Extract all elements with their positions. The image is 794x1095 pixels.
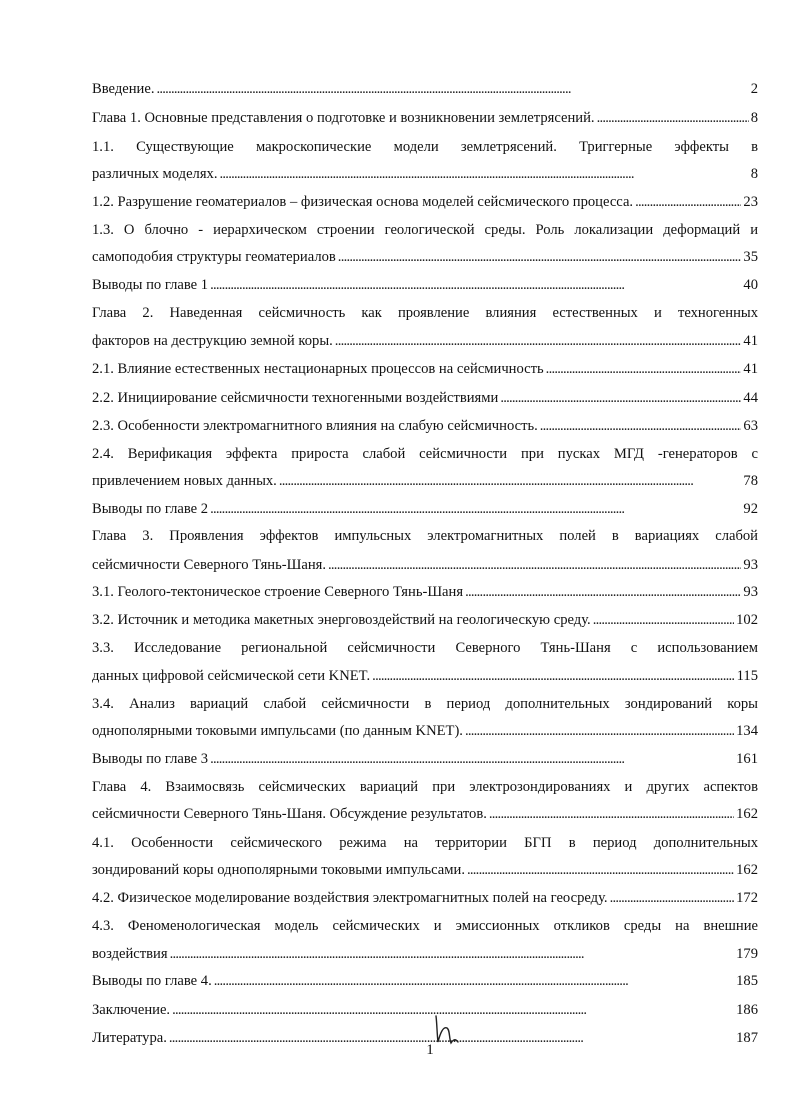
toc-leader-dots: [372, 664, 734, 688]
toc-entry[interactable]: [92, 273, 758, 297]
toc-entry-page: 23: [743, 194, 758, 210]
toc-entry-page: 172: [736, 890, 758, 906]
toc-entry-title: 1.2. Разрушение геоматериалов – физическая основа моделей сейсмического процесса.: [92, 194, 634, 210]
toc-entry-title: 4.2. Физическое моделирование воздействия электромагнитных полей на геосреду.: [92, 890, 608, 906]
toc-entry-page: 41: [743, 333, 758, 349]
toc-entry[interactable]: [92, 497, 758, 521]
toc-entry-page: 78: [743, 473, 758, 489]
toc-entry-title: 2.2. Инициирование сейсмичности техногенными воздействиями: [92, 390, 499, 406]
toc-entry[interactable]: [92, 190, 758, 214]
toc-entry-page: 44: [743, 390, 758, 406]
toc-leader-dots: [467, 858, 734, 882]
toc-entry-title: Заключение.: [92, 1002, 171, 1018]
toc-entry-line1[interactable]: Глава 2. Наведенная сейсмичность как проявление влияния естественных и техногенных: [92, 305, 758, 321]
toc-entry-page: 102: [736, 612, 758, 628]
toc-entry[interactable]: [92, 580, 758, 604]
toc-entry[interactable]: [92, 469, 758, 493]
toc-leader-dots: [214, 969, 734, 993]
toc-entry-page: 63: [743, 418, 758, 434]
toc-leader-dots: [597, 106, 749, 130]
toc-entry-page: 92: [743, 501, 758, 517]
toc-leader-dots: [338, 245, 742, 269]
toc-entry-line1[interactable]: 1.1. Существующие макроскопические модели землетрясений. Триггерные эффекты в: [92, 139, 758, 155]
toc-entry-title: Глава 1. Основные представления о подготовке и возникновении землетрясений.: [92, 110, 595, 126]
toc-entry-title: сейсмичности Северного Тянь-Шаня. Обсуждение результатов.: [92, 806, 487, 822]
toc-entry-title: однополярными токовыми импульсами (по данным KNET).: [92, 723, 463, 739]
toc-entry-page: 8: [750, 110, 758, 126]
toc-entry-page: 35: [743, 249, 758, 265]
toc-leader-dots: [170, 942, 735, 966]
toc-entry-title: Выводы по главе 2: [92, 501, 209, 517]
toc-entry[interactable]: [92, 969, 758, 993]
toc-entry-title: самоподобия структуры геоматериалов: [92, 249, 336, 265]
toc-entry[interactable]: [92, 858, 758, 882]
toc-entry[interactable]: [92, 106, 758, 130]
page-number: 1: [426, 1042, 434, 1058]
toc-entry-line1[interactable]: 2.4. Верификация эффекта прироста слабой сейсмичности при пусках МГД -генераторов с: [92, 446, 758, 462]
toc-entry-title: зондирований коры однополярными токовыми импульсами.: [92, 862, 465, 878]
toc-entry-title: Введение.: [92, 81, 155, 97]
toc-leader-dots: [210, 747, 734, 771]
toc-entry-page: 179: [736, 946, 758, 962]
toc-entry-line1[interactable]: 4.3. Феноменологическая модель сейсмических и эмиссионных откликов среды на внешние: [92, 918, 758, 934]
toc-entry[interactable]: [92, 414, 758, 438]
toc-entry-page: 186: [736, 1002, 758, 1018]
toc-leader-dots: [593, 608, 734, 632]
toc-leader-dots: [635, 190, 741, 214]
toc-entry-page: 134: [736, 723, 758, 739]
toc-leader-dots: [465, 719, 734, 743]
toc-entry-page: 115: [736, 668, 758, 684]
toc-entry-line1[interactable]: 3.4. Анализ вариаций слабой сейсмичности в период дополнительных зондирований коры: [92, 696, 758, 712]
toc-leader-dots: [156, 77, 748, 101]
toc-entry[interactable]: [92, 77, 758, 101]
toc-entry-title: факторов на деструкцию земной коры.: [92, 333, 333, 349]
toc-leader-dots: [210, 497, 741, 521]
toc-leader-dots: [335, 329, 742, 353]
toc-entry-page: 185: [736, 973, 758, 989]
toc-entry-line1[interactable]: Глава 4. Взаимосвязь сейсмических вариаций при электрозондированиях и других аспектов: [92, 779, 758, 795]
toc-entry[interactable]: [92, 802, 758, 826]
toc-entry[interactable]: [92, 664, 758, 688]
toc-entry-line1[interactable]: 4.1. Особенности сейсмического режима на территории БГП в период дополнительных: [92, 835, 758, 851]
toc-leader-dots: [540, 414, 742, 438]
toc-entry-title: данных цифровой сейсмической сети KNET.: [92, 668, 371, 684]
toc-leader-dots: [465, 580, 741, 604]
toc-entry-title: Выводы по главе 1: [92, 277, 209, 293]
toc-entry-title: сейсмичности Северного Тянь-Шаня.: [92, 557, 326, 573]
toc-entry-title: привлечением новых данных.: [92, 473, 277, 489]
toc-entry-title: 2.3. Особенности электромагнитного влияния на слабую сейсмичность.: [92, 418, 538, 434]
toc-leader-dots: [210, 273, 741, 297]
toc-entry-title: Выводы по главе 4.: [92, 973, 212, 989]
toc-leader-dots: [610, 886, 735, 910]
toc-leader-dots: [279, 469, 742, 493]
toc-entry-page: 2: [750, 81, 758, 97]
toc-leader-dots: [546, 357, 742, 381]
toc-entry-page: 40: [743, 277, 758, 293]
toc-leader-dots: [328, 553, 741, 577]
toc-entry-title: Литература.: [92, 1030, 167, 1046]
toc-leader-dots: [489, 802, 734, 826]
toc-entry-title: 3.2. Источник и методика макетных энерговоздействий на геологическую среду.: [92, 612, 591, 628]
toc-leader-dots: [500, 386, 741, 410]
toc-entry-line1[interactable]: 1.3. О блочно - иерархическом строении геологической среды. Роль локализации деформаций и: [92, 222, 758, 238]
toc-entry-title: различных моделях.: [92, 166, 218, 182]
toc-entry-title: Выводы по главе 3: [92, 751, 209, 767]
toc-entry-title: 2.1. Влияние естественных нестационарных процессов на сейсмичность: [92, 361, 544, 377]
toc-entry[interactable]: [92, 998, 758, 1022]
toc-leader-dots: [220, 162, 749, 186]
toc-entry-line1[interactable]: 3.3. Исследование региональной сейсмичности Северного Тянь-Шаня с использованием: [92, 640, 758, 656]
toc-entry-page: 161: [736, 751, 758, 767]
toc-entry-page: 93: [743, 584, 758, 600]
toc-entry[interactable]: [92, 942, 758, 966]
toc-entry-page: 93: [743, 557, 758, 573]
toc-entry[interactable]: [92, 329, 758, 353]
toc-entry-page: 162: [736, 806, 758, 822]
toc-entry[interactable]: [92, 747, 758, 771]
toc-entry[interactable]: [92, 719, 758, 743]
toc-entry-page: 187: [736, 1030, 758, 1046]
toc-entry[interactable]: [92, 886, 758, 910]
toc-entry-page: 162: [736, 862, 758, 878]
toc-entry-title: 3.1. Геолого-тектоническое строение Северного Тянь-Шаня: [92, 584, 464, 600]
toc-entry[interactable]: [92, 357, 758, 381]
toc-entry-title: воздействия: [92, 946, 168, 962]
toc-entry-page: 8: [750, 166, 758, 182]
toc-entry[interactable]: [92, 245, 758, 269]
toc-entry[interactable]: [92, 162, 758, 186]
toc-entry[interactable]: [92, 553, 758, 577]
toc-entry[interactable]: [92, 386, 758, 410]
toc-entry-line1[interactable]: Глава 3. Проявления эффектов импульсных электромагнитных полей в вариациях слабой: [92, 528, 758, 544]
toc-entry[interactable]: [92, 608, 758, 632]
toc-entry-page: 41: [743, 361, 758, 377]
